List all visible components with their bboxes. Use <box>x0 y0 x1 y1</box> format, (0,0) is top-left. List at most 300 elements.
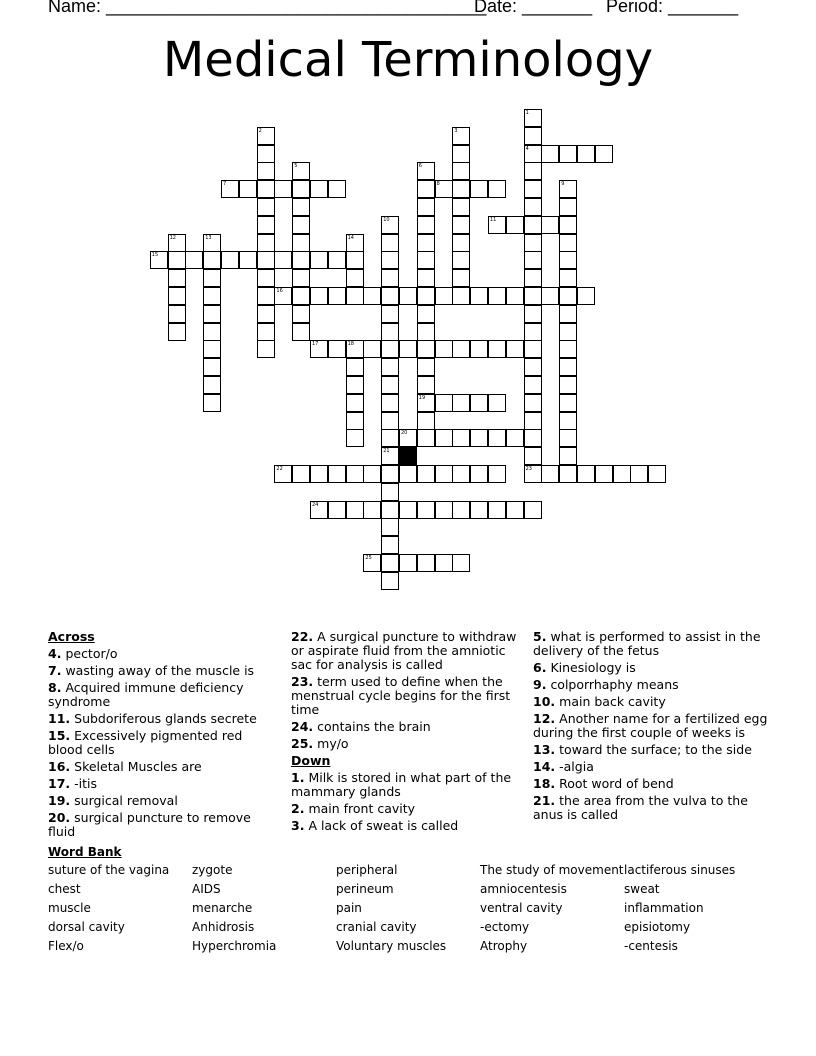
crossword-cell[interactable] <box>470 465 488 483</box>
word-bank-item: peripheral <box>336 863 398 877</box>
crossword-cell[interactable] <box>328 251 346 269</box>
crossword-cell[interactable] <box>595 465 613 483</box>
word-bank-item: zygote <box>192 863 233 877</box>
crossword-cell[interactable] <box>435 429 453 447</box>
crossword-cell[interactable] <box>541 465 559 483</box>
crossword-cell[interactable] <box>346 465 364 483</box>
crossword-cell[interactable] <box>381 305 399 323</box>
crossword-cell[interactable] <box>488 394 506 412</box>
crossword-cell[interactable] <box>292 251 310 269</box>
crossword-cell[interactable] <box>203 358 221 376</box>
crossword-cell[interactable] <box>559 465 577 483</box>
crossword-cell[interactable] <box>452 501 470 519</box>
crossword-cell[interactable] <box>257 251 275 269</box>
crossword-cell[interactable] <box>399 429 417 447</box>
clue-number-label: 15. <box>48 728 71 743</box>
crossword-cell[interactable] <box>506 501 524 519</box>
clue-number-label: 22. <box>291 629 314 644</box>
crossword-cell[interactable] <box>292 465 310 483</box>
crossword-cell[interactable] <box>381 216 399 234</box>
crossword-cell[interactable] <box>524 109 542 127</box>
crossword-cell[interactable] <box>524 465 542 483</box>
clue-text: main back cavity <box>559 694 666 709</box>
crossword-cell[interactable] <box>452 269 470 287</box>
crossword-cell[interactable] <box>506 429 524 447</box>
crossword-cell[interactable] <box>524 323 542 341</box>
crossword-cell[interactable] <box>470 429 488 447</box>
crossword-cell[interactable] <box>435 180 453 198</box>
crossword-cell[interactable] <box>381 518 399 536</box>
crossword-cell[interactable] <box>559 269 577 287</box>
crossword-cell[interactable] <box>452 429 470 447</box>
crossword-cell[interactable] <box>613 465 631 483</box>
crossword-cell[interactable] <box>328 501 346 519</box>
crossword-cell[interactable] <box>292 216 310 234</box>
crossword-cell[interactable] <box>559 287 577 305</box>
crossword-cell[interactable] <box>452 554 470 572</box>
clue-item <box>48 712 280 726</box>
clue-text: Subdoriferous glands secrete <box>74 711 257 726</box>
crossword-cell[interactable] <box>292 180 310 198</box>
crossword-cell[interactable] <box>524 340 542 358</box>
crossword-cell[interactable] <box>488 216 506 234</box>
crossword-cell[interactable] <box>524 234 542 252</box>
crossword-cell[interactable] <box>346 234 364 252</box>
crossword-cell[interactable] <box>452 180 470 198</box>
crossword-cell[interactable] <box>292 234 310 252</box>
crossword-cell[interactable] <box>417 412 435 430</box>
crossword-cell[interactable] <box>346 358 364 376</box>
clue-item <box>533 743 769 757</box>
crossword-cell[interactable] <box>310 501 328 519</box>
crossword-cell[interactable] <box>257 323 275 341</box>
crossword-cell[interactable] <box>506 216 524 234</box>
crossword-cell[interactable] <box>524 251 542 269</box>
across-clues-col1 <box>48 630 280 842</box>
crossword-cell[interactable] <box>452 127 470 145</box>
crossword-cell[interactable] <box>524 180 542 198</box>
period-field[interactable]: Period: _______ <box>606 0 739 16</box>
crossword-cell[interactable] <box>559 376 577 394</box>
crossword-cell[interactable] <box>524 358 542 376</box>
crossword-cell[interactable] <box>559 323 577 341</box>
crossword-cell[interactable] <box>203 234 221 252</box>
crossword-cell[interactable] <box>257 216 275 234</box>
crossword-cell[interactable] <box>452 162 470 180</box>
clue-number-label: 3. <box>291 818 305 833</box>
crossword-cell[interactable] <box>524 162 542 180</box>
crossword-cell[interactable] <box>257 180 275 198</box>
crossword-cell[interactable] <box>310 465 328 483</box>
clue-number: 21 <box>383 448 390 455</box>
crossword-cell[interactable] <box>363 465 381 483</box>
crossword-cell[interactable] <box>470 340 488 358</box>
crossword-cell[interactable] <box>257 145 275 163</box>
crossword-cell[interactable] <box>203 323 221 341</box>
word-bank-heading: Word Bank <box>48 845 122 859</box>
crossword-cell[interactable] <box>150 251 168 269</box>
clue-text: the area from the vulva to the anus is called <box>533 793 748 822</box>
crossword-cell[interactable] <box>274 180 292 198</box>
crossword-cell[interactable] <box>559 358 577 376</box>
clue-text: A lack of sweat is called <box>308 818 459 833</box>
clue-text: -algia <box>559 759 594 774</box>
crossword-cell[interactable] <box>185 251 203 269</box>
crossword-cell[interactable] <box>488 180 506 198</box>
crossword-cell[interactable] <box>310 287 328 305</box>
crossword-cell[interactable] <box>381 554 399 572</box>
crossword-cell[interactable] <box>310 251 328 269</box>
crossword-cell[interactable] <box>168 251 186 269</box>
crossword-cell[interactable] <box>417 376 435 394</box>
crossword-cell[interactable] <box>524 412 542 430</box>
crossword-cell[interactable] <box>417 554 435 572</box>
word-bank-item: muscle <box>48 901 91 915</box>
crossword-cell[interactable] <box>417 269 435 287</box>
crossword-cell[interactable] <box>417 323 435 341</box>
crossword-cell[interactable] <box>381 536 399 554</box>
crossword-cell[interactable] <box>274 465 292 483</box>
clue-item <box>533 695 769 709</box>
crossword-cell[interactable] <box>203 376 221 394</box>
crossword-cell[interactable] <box>452 251 470 269</box>
crossword-cell[interactable] <box>203 305 221 323</box>
crossword-cell[interactable] <box>168 305 186 323</box>
clue-number: 3 <box>454 127 458 134</box>
crossword-cell[interactable] <box>203 394 221 412</box>
crossword-cell[interactable] <box>346 340 364 358</box>
clue-item <box>291 675 527 717</box>
crossword-cell[interactable] <box>274 251 292 269</box>
crossword-cell[interactable] <box>381 394 399 412</box>
clue-text: Root word of bend <box>559 776 674 791</box>
clue-item <box>48 664 280 678</box>
crossword-cell[interactable] <box>292 162 310 180</box>
crossword-cell[interactable] <box>168 269 186 287</box>
clue-text: Milk is stored in what part of the mammary glands <box>291 770 512 799</box>
clue-text: wasting away of the muscle is <box>65 663 255 678</box>
crossword-cell[interactable] <box>524 269 542 287</box>
clue-item <box>48 794 280 808</box>
crossword-cell[interactable] <box>452 465 470 483</box>
crossword-cell[interactable] <box>381 483 399 501</box>
crossword-cell[interactable] <box>524 447 542 465</box>
clue-number: 23 <box>525 466 532 472</box>
crossword-cell[interactable] <box>274 287 292 305</box>
crossword-cell[interactable] <box>417 180 435 198</box>
crossword-cell[interactable] <box>168 323 186 341</box>
crossword-cell[interactable] <box>648 465 666 483</box>
crossword-cell[interactable] <box>559 429 577 447</box>
crossword-cell[interactable] <box>470 180 488 198</box>
crossword-cell[interactable] <box>203 287 221 305</box>
crossword-cell[interactable] <box>524 127 542 145</box>
clue-item <box>291 630 527 672</box>
crossword-cell[interactable] <box>328 465 346 483</box>
crossword-cell[interactable] <box>435 501 453 519</box>
crossword-cell[interactable] <box>435 554 453 572</box>
clue-text: A surgical puncture to withdraw or aspirate fluid from the amniotic sac for analysis is called <box>291 629 517 672</box>
crossword-cell[interactable] <box>346 501 364 519</box>
crossword-cell[interactable] <box>310 180 328 198</box>
crossword-cell[interactable] <box>559 216 577 234</box>
crossword-cell[interactable] <box>559 412 577 430</box>
crossword-cell[interactable] <box>417 216 435 234</box>
crossword-cell[interactable] <box>399 340 417 358</box>
crossword-cell[interactable] <box>168 287 186 305</box>
clue-text: pector/o <box>65 646 118 661</box>
clue-item <box>533 678 769 692</box>
crossword-cell[interactable] <box>257 127 275 145</box>
across-heading: Across <box>48 629 95 644</box>
name-field[interactable]: Name: ______________________________________ <box>48 0 487 16</box>
crossword-cell[interactable] <box>488 340 506 358</box>
clue-text: Acquired immune deficiency syndrome <box>48 680 244 709</box>
crossword-cell[interactable] <box>524 429 542 447</box>
crossword-cell[interactable] <box>239 180 257 198</box>
crossword-cell[interactable] <box>203 269 221 287</box>
crossword-cell[interactable] <box>292 198 310 216</box>
crossword-cell[interactable] <box>381 412 399 430</box>
crossword-cell[interactable] <box>559 180 577 198</box>
crossword-cell[interactable] <box>488 287 506 305</box>
crossword-cell[interactable] <box>363 501 381 519</box>
crossword-cell[interactable] <box>524 305 542 323</box>
crossword-cell[interactable] <box>381 429 399 447</box>
crossword-cell[interactable] <box>292 323 310 341</box>
crossword-cell[interactable] <box>506 287 524 305</box>
clue-number-label: 7. <box>48 663 62 678</box>
page-title: Medical Terminology <box>162 32 654 88</box>
crossword-cell[interactable] <box>239 251 257 269</box>
clue-number: 20 <box>401 430 408 437</box>
word-bank-item: Flex/o <box>48 939 84 953</box>
crossword-cell[interactable] <box>257 162 275 180</box>
crossword-cell[interactable] <box>417 465 435 483</box>
crossword-cell[interactable] <box>524 216 542 234</box>
crossword-cell[interactable] <box>417 287 435 305</box>
crossword-cell[interactable] <box>595 145 613 163</box>
crossword-cell[interactable] <box>381 234 399 252</box>
crossword-cell[interactable] <box>292 269 310 287</box>
crossword-cell[interactable] <box>488 501 506 519</box>
crossword-cell[interactable] <box>452 145 470 163</box>
clue-text: what is performed to assist in the delivery of the fetus <box>533 629 761 658</box>
word-bank-item: inflammation <box>624 901 704 915</box>
crossword-cell[interactable] <box>541 216 559 234</box>
crossword-cell[interactable] <box>435 465 453 483</box>
crossword-cell[interactable] <box>541 287 559 305</box>
clues-col2 <box>291 630 527 836</box>
crossword-cell[interactable] <box>346 287 364 305</box>
word-bank-item: -ectomy <box>480 920 530 934</box>
crossword-cell[interactable] <box>363 287 381 305</box>
across-list <box>48 647 280 839</box>
crossword-cell[interactable] <box>417 340 435 358</box>
crossword-cell[interactable] <box>328 180 346 198</box>
crossword-cell[interactable] <box>541 145 559 163</box>
crossword-cell[interactable] <box>435 340 453 358</box>
down-list <box>291 771 527 833</box>
clue-number-label: 19. <box>48 793 71 808</box>
crossword-cell[interactable] <box>346 269 364 287</box>
clue-number-label: 18. <box>533 776 556 791</box>
crossword-cell[interactable] <box>381 251 399 269</box>
crossword-cell[interactable] <box>363 554 381 572</box>
crossword-cell[interactable] <box>417 429 435 447</box>
crossword-cell[interactable] <box>381 376 399 394</box>
crossword-cell[interactable] <box>417 251 435 269</box>
crossword-cell[interactable] <box>203 251 221 269</box>
crossword-cell[interactable] <box>435 287 453 305</box>
crossword-cell[interactable] <box>488 465 506 483</box>
crossword-cell[interactable] <box>381 358 399 376</box>
clue-text: surgical removal <box>74 793 178 808</box>
crossword-cell[interactable] <box>381 501 399 519</box>
word-bank-item: perineum <box>336 882 394 896</box>
crossword-cell[interactable] <box>381 269 399 287</box>
crossword-cell[interactable] <box>381 340 399 358</box>
crossword-cell[interactable] <box>363 340 381 358</box>
clue-number: 10 <box>383 216 390 223</box>
word-bank-item: dorsal cavity <box>48 920 125 934</box>
clue-number: 13 <box>205 234 212 241</box>
word-bank-item: Voluntary muscles <box>336 939 447 953</box>
crossword-cell[interactable] <box>328 340 346 358</box>
crossword-cell[interactable] <box>470 501 488 519</box>
crossword-cell[interactable] <box>577 465 595 483</box>
crossword-cell[interactable] <box>559 447 577 465</box>
crossword-cell[interactable] <box>559 198 577 216</box>
clue-item <box>48 760 280 774</box>
crossword-cell[interactable] <box>257 287 275 305</box>
crossword-cell[interactable] <box>346 394 364 412</box>
clue-number: 19 <box>418 394 426 401</box>
crossword-cell[interactable] <box>346 429 364 447</box>
crossword-cell[interactable] <box>577 145 595 163</box>
crossword-cell[interactable] <box>203 340 221 358</box>
crossword-cell[interactable] <box>417 198 435 216</box>
crossword-cell[interactable] <box>346 412 364 430</box>
clue-item <box>291 802 527 816</box>
word-bank-item: Atrophy <box>480 939 528 953</box>
crossword-cell[interactable] <box>452 394 470 412</box>
date-field[interactable]: Date: _______ <box>474 0 593 16</box>
word-bank-item: Hyperchromia <box>192 939 277 953</box>
crossword-cell[interactable] <box>381 572 399 590</box>
crossword-cell[interactable] <box>559 145 577 163</box>
crossword-cell[interactable] <box>346 251 364 269</box>
crossword-cell[interactable] <box>559 251 577 269</box>
crossword-cell[interactable] <box>417 162 435 180</box>
crossword-cell[interactable] <box>435 394 453 412</box>
crossword-cell[interactable] <box>452 234 470 252</box>
word-bank-item: pain <box>336 901 362 915</box>
crossword-cell[interactable] <box>524 501 542 519</box>
black-square <box>399 447 417 465</box>
crossword-cell[interactable] <box>417 305 435 323</box>
clue-item <box>48 811 280 839</box>
clue-number: 9 <box>561 181 565 188</box>
crossword-cell[interactable] <box>559 394 577 412</box>
clue-item <box>533 661 769 675</box>
crossword-cell[interactable] <box>524 287 542 305</box>
crossword-cell[interactable] <box>577 287 595 305</box>
word-bank-item: Anhidrosis <box>192 920 255 934</box>
crossword-cell[interactable] <box>452 287 470 305</box>
clue-number-label: 25. <box>291 736 314 751</box>
clue-number-label: 24. <box>291 719 314 734</box>
crossword-cell[interactable] <box>381 465 399 483</box>
crossword-cell[interactable] <box>257 305 275 323</box>
clue-number-label: 12. <box>533 711 556 726</box>
crossword-cell[interactable] <box>452 340 470 358</box>
crossword-cell[interactable] <box>257 269 275 287</box>
clue-text: Excessively pigmented red blood cells <box>48 728 243 757</box>
crossword-cell[interactable] <box>559 234 577 252</box>
crossword-cell[interactable] <box>399 501 417 519</box>
word-bank-item: chest <box>48 882 81 896</box>
crossword-cell[interactable] <box>417 358 435 376</box>
crossword-cell[interactable] <box>630 465 648 483</box>
crossword-cell[interactable] <box>381 447 399 465</box>
crossword-cell[interactable] <box>257 340 275 358</box>
crossword-cell[interactable] <box>417 394 435 412</box>
crossword-cell[interactable] <box>257 234 275 252</box>
crossword-cell[interactable] <box>524 394 542 412</box>
word-bank-item: menarche <box>192 901 253 915</box>
crossword-cell[interactable] <box>524 376 542 394</box>
crossword-cell[interactable] <box>452 198 470 216</box>
crossword-cell[interactable] <box>524 145 542 163</box>
word-bank-item: AIDS <box>192 882 221 896</box>
clue-number-label: 2. <box>291 801 305 816</box>
crossword-cell[interactable] <box>346 376 364 394</box>
clue-number-label: 17. <box>48 776 71 791</box>
clue-number: 12 <box>169 234 176 241</box>
crossword-cell[interactable] <box>399 287 417 305</box>
crossword-cell[interactable] <box>399 465 417 483</box>
crossword-cell[interactable] <box>310 340 328 358</box>
crossword-cell[interactable] <box>559 305 577 323</box>
crossword-cell[interactable] <box>292 305 310 323</box>
clue-item <box>533 630 769 658</box>
clue-number: 16 <box>276 288 283 294</box>
crossword-cell[interactable] <box>488 429 506 447</box>
crossword-cell[interactable] <box>470 394 488 412</box>
clue-number-label: 11. <box>48 711 71 726</box>
crossword-cell[interactable] <box>559 340 577 358</box>
crossword-cell[interactable] <box>417 234 435 252</box>
clue-number-label: 5. <box>533 629 547 644</box>
clue-number-label: 13. <box>533 742 556 757</box>
crossword-cell[interactable] <box>470 287 488 305</box>
crossword-cell[interactable] <box>221 251 239 269</box>
crossword-cell[interactable] <box>381 287 399 305</box>
crossword-cell[interactable] <box>328 287 346 305</box>
crossword-cell[interactable] <box>168 234 186 252</box>
crossword-cell[interactable] <box>221 180 239 198</box>
crossword-cell[interactable] <box>417 501 435 519</box>
crossword-cell[interactable] <box>292 287 310 305</box>
crossword-cell[interactable] <box>506 340 524 358</box>
crossword-cell[interactable] <box>399 554 417 572</box>
clue-number: 25 <box>365 555 372 561</box>
crossword-cell[interactable] <box>524 198 542 216</box>
crossword-cell[interactable] <box>257 198 275 216</box>
crossword-cell[interactable] <box>381 323 399 341</box>
crossword-cell[interactable] <box>452 216 470 234</box>
